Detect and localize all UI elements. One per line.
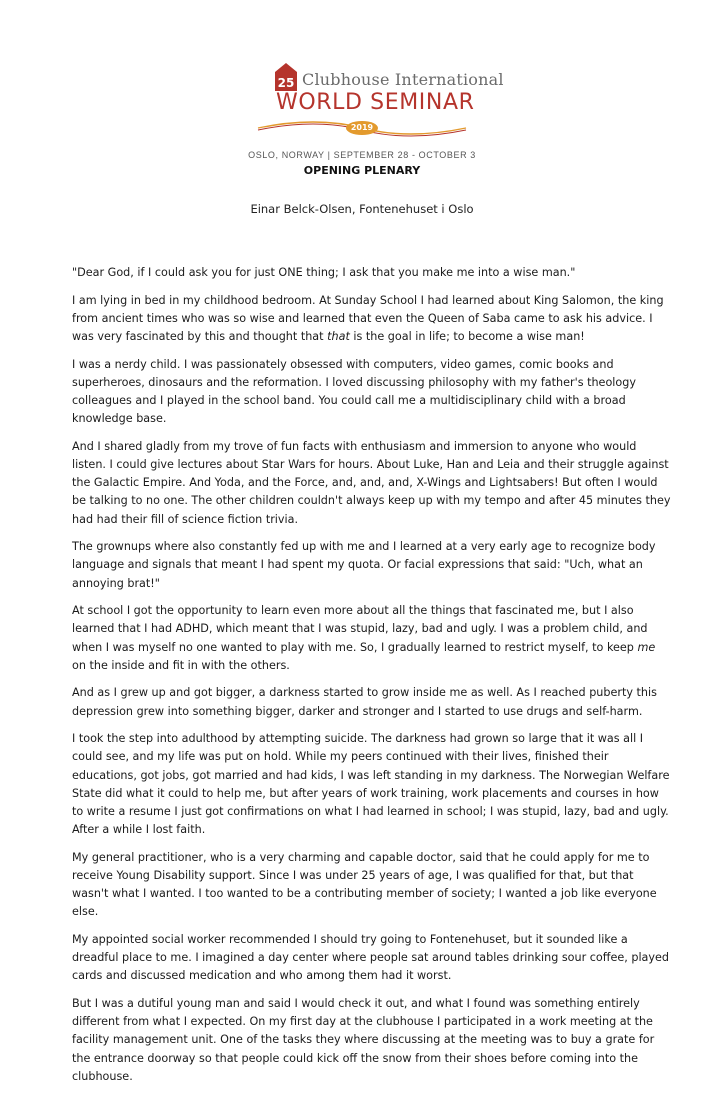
paragraph-text: I was a nerdy child. I was passionately obsessed with computers, video games, comic books and superheroes, dinosaurs and the reformation. I loved discussing philosophy with my father's theology colleagues and I played in the school band. You could call me a multidisciplinary child with a broad knowledge base. [72, 357, 636, 426]
year-ribbon [256, 114, 468, 144]
event-title: WORLD SEMINAR [276, 90, 475, 115]
section-heading: OPENING PLENARY [303, 164, 421, 177]
paragraph-text: on the inside and fit in with the others. [72, 658, 290, 672]
paragraph [72, 438, 672, 529]
location-dates: OSLO, NORWAY | SEPTEMBER 28 - OCTOBER 3 [248, 150, 476, 160]
emphasis-text: me [637, 640, 656, 654]
paragraph [72, 264, 672, 282]
conference-logo [0, 62, 724, 164]
paragraph [72, 730, 672, 839]
paragraph [72, 931, 672, 986]
paragraph [72, 602, 672, 675]
paragraph [72, 292, 672, 347]
paragraph [72, 995, 672, 1086]
paragraph-text: My appointed social worker recommended I should try going to Fontenehuset, but it sounded like a dreadful place to me. I imagined a day center where people sat around tables drinking sour coffee, played cards and discussed medication and who among them had it worst. [72, 933, 670, 983]
paragraph-text: I am lying in bed in my childhood bedroom. At Sunday School I had learned about King Salomon, the king from ancient times who was so wise and learned that even the Queen of Saba came to ask his advice. I was very fascinated by this and thought that [72, 293, 664, 343]
paragraph [72, 684, 672, 720]
paragraph-text: is the goal in life; to become a wise man! [349, 330, 585, 343]
paragraph-text: And as I grew up and got bigger, a darkness started to grow inside me as well. As I reached puberty this depression grew into something bigger, darker and stronger and I started to use drugs and self-harm. [72, 686, 657, 718]
paragraph-text: I took the step into adulthood by attempting suicide. The darkness had grown so large that it was all I could see, and my life was put on hold. While my peers continued with their lives, finished their educations, got jobs, got married and had kids, I was left standing in my darkness. The Norwegian Welfare State did what it could to help me, but after years of work training, work placements and courses in how to write a resume I just got confirmations on what I had learned in school; I was stupid, lazy, bad and ugly. After a while I lost faith. [72, 732, 670, 837]
speech-body [72, 264, 672, 1095]
paragraph-text: At school I got the opportunity to learn even more about all the things that fascinated me, but I also learned that I had ADHD, which meant that I was stupid, lazy, bad and ugly. I was a problem child, and when I was myself no one wanted to play with me. So, I gradually learned to restrict myself, to keep [72, 604, 648, 654]
paragraph-text: My general practitioner, who is a very charming and capable doctor, said that he could apply for me to receive Young Disability support. Since I was under 25 years of age, I was qualified for that, but that wasn't what I wanted. I too wanted to be a contributing member of society; I wanted a job like everyone else. [72, 850, 657, 919]
paragraph-text: And I shared gladly from my trove of fun facts with enthusiasm and immersion to anyone who would listen. I could give lectures about Star Wars for hours. About Luke, Han and Leia and their struggle against the Galactic Empire. And Yoda, and the Force, and, and, and, X-Wings and Lightsabers! But often I would be talking to no one. The other children couldn't always keep up with my tempo and after 45 minutes they had had their fill of science fiction trivia. [72, 439, 671, 526]
anniversary-house-icon [274, 62, 298, 92]
organization-name: Clubhouse International [302, 70, 504, 89]
paragraph [72, 356, 672, 429]
logo-mark-number: 25 [277, 76, 295, 90]
paragraph [72, 849, 672, 922]
emphasis-text: that [327, 330, 350, 343]
paragraph-text: "Dear God, if I could ask you for just ONE thing; I ask that you make me into a wise man." [72, 266, 576, 279]
paragraph-text: The grownups where also constantly fed up with me and I learned at a very early age to recognize body language and signals that meant I had spent my quota. Or facial expressions that said: "Uch, what an annoying brat!" [72, 540, 656, 590]
event-year: 2019 [350, 123, 374, 132]
paragraph-text: But I was a dutiful young man and said I would check it out, and what I found was something entirely different from what I expected. On my first day at the clubhouse I participated in a work meeting at the facility management unit. One of the tasks they where discussing at the meeting was to buy a grate for the entrance doorway so that people could kick off the snow from their shoes before coming into the clubhouse. [72, 997, 655, 1083]
author-line: Einar Belck-Olsen, Fontenehuset i Oslo [250, 202, 474, 216]
paragraph [72, 538, 672, 593]
